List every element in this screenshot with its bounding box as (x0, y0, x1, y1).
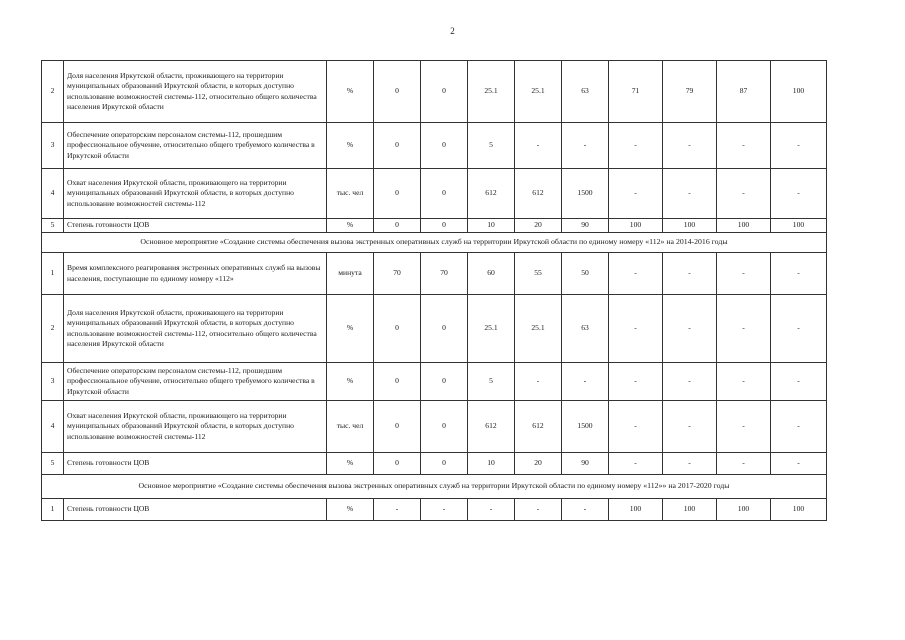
unit-cell: минута (327, 253, 374, 295)
value-cell: 10 (468, 219, 515, 233)
value-cell: 100 (717, 219, 771, 233)
row-number: 2 (42, 61, 64, 123)
page-number: 2 (450, 26, 455, 36)
value-cell: 0 (421, 219, 468, 233)
value-cell: - (609, 253, 663, 295)
indicator-name: Степень готовности ЦОВ (64, 499, 327, 521)
value-cell: 0 (374, 363, 421, 401)
value-cell: 25.1 (468, 61, 515, 123)
value-cell: 0 (421, 453, 468, 475)
value-cell: 63 (562, 295, 609, 363)
value-cell: 100 (717, 499, 771, 521)
value-cell: 87 (717, 61, 771, 123)
value-cell: - (663, 169, 717, 219)
unit-cell: % (327, 61, 374, 123)
section-title: Основное мероприятие «Создание системы обеспечения вызова экстренных оперативных служб на территории Иркутской области по единому номеру «112»» на 2017-2020 годы (42, 475, 827, 499)
value-cell: 25.1 (468, 295, 515, 363)
value-cell: - (663, 253, 717, 295)
value-cell: 100 (609, 499, 663, 521)
value-cell: - (562, 123, 609, 169)
row-number: 3 (42, 123, 64, 169)
indicator-name: Степень готовности ЦОВ (64, 219, 327, 233)
row-number: 2 (42, 295, 64, 363)
value-cell: 100 (771, 61, 827, 123)
value-cell: 90 (562, 453, 609, 475)
table-row (42, 61, 827, 123)
value-cell: 0 (374, 219, 421, 233)
unit-cell: % (327, 219, 374, 233)
value-cell: - (771, 453, 827, 475)
indicator-name: Охват населения Иркутской области, проживающего на территории муниципальных образований Иркутской области, в которых доступно использование возможностей системы-112 (64, 401, 327, 453)
value-cell: - (771, 295, 827, 363)
row-number: 1 (42, 253, 64, 295)
indicator-name: Доля населения Иркутской области, проживающего на территории муниципальных образований Иркутской области, в которых доступно использование возможностей системы-112, относительно общего количества населения Иркутской области (64, 295, 327, 363)
value-cell: 0 (374, 401, 421, 453)
value-cell: 1500 (562, 169, 609, 219)
unit-cell: % (327, 363, 374, 401)
table-row (42, 499, 827, 521)
value-cell: 70 (374, 253, 421, 295)
value-cell: 55 (515, 253, 562, 295)
value-cell: 100 (609, 219, 663, 233)
value-cell: 0 (374, 123, 421, 169)
value-cell: 5 (468, 363, 515, 401)
value-cell: 0 (421, 401, 468, 453)
value-cell: 70 (421, 253, 468, 295)
value-cell: 0 (421, 169, 468, 219)
value-cell: - (609, 123, 663, 169)
value-cell: 612 (515, 401, 562, 453)
value-cell: 0 (421, 61, 468, 123)
table-row (42, 169, 827, 219)
section-title: Основное мероприятие «Создание системы обеспечения вызова экстренных оперативных служб на территории Иркутской области по единому номеру «112» на 2014-2016 годы (42, 233, 827, 253)
indicator-name: Степень готовности ЦОВ (64, 453, 327, 475)
unit-cell: % (327, 295, 374, 363)
unit-cell: % (327, 453, 374, 475)
value-cell: - (609, 169, 663, 219)
value-cell: - (717, 363, 771, 401)
value-cell: 25.1 (515, 295, 562, 363)
unit-cell: % (327, 123, 374, 169)
table-row (42, 123, 827, 169)
value-cell: 63 (562, 61, 609, 123)
table-row (42, 253, 827, 295)
value-cell: 10 (468, 453, 515, 475)
value-cell: - (374, 499, 421, 521)
unit-cell: тыс. чел (327, 401, 374, 453)
unit-cell: % (327, 499, 374, 521)
value-cell: 0 (374, 453, 421, 475)
value-cell: - (771, 401, 827, 453)
row-number: 5 (42, 219, 64, 233)
value-cell: 79 (663, 61, 717, 123)
value-cell: 100 (771, 219, 827, 233)
value-cell: - (663, 295, 717, 363)
table-row (42, 363, 827, 401)
value-cell: 100 (663, 219, 717, 233)
value-cell: 100 (663, 499, 717, 521)
value-cell: - (771, 169, 827, 219)
value-cell: - (515, 123, 562, 169)
value-cell: - (609, 453, 663, 475)
value-cell: - (663, 363, 717, 401)
indicator-name: Обеспечение операторским персоналом системы-112, прошедшим профессиональное обучение, относительно общего требуемого количества в Иркутской области (64, 363, 327, 401)
value-cell: 0 (421, 123, 468, 169)
indicator-name: Доля населения Иркутской области, проживающего на территории муниципальных образований Иркутской области, в которых доступно использование возможностей системы-112, относительно общего количества населения Иркутской области (64, 61, 327, 123)
value-cell: - (771, 253, 827, 295)
section-row (42, 475, 827, 499)
value-cell: - (663, 401, 717, 453)
value-cell: 100 (771, 499, 827, 521)
table-row (42, 453, 827, 475)
value-cell: - (609, 401, 663, 453)
value-cell: - (717, 401, 771, 453)
value-cell: 71 (609, 61, 663, 123)
value-cell: 5 (468, 123, 515, 169)
value-cell: - (421, 499, 468, 521)
value-cell: 612 (515, 169, 562, 219)
value-cell: - (717, 453, 771, 475)
row-number: 4 (42, 169, 64, 219)
table-row (42, 219, 827, 233)
row-number: 1 (42, 499, 64, 521)
value-cell: - (468, 499, 515, 521)
value-cell: 612 (468, 169, 515, 219)
value-cell: - (663, 123, 717, 169)
value-cell: 25.1 (515, 61, 562, 123)
value-cell: - (562, 363, 609, 401)
table-row (42, 295, 827, 363)
value-cell: 0 (374, 295, 421, 363)
value-cell: - (663, 453, 717, 475)
value-cell: 0 (374, 61, 421, 123)
value-cell: 0 (421, 363, 468, 401)
value-cell: 60 (468, 253, 515, 295)
value-cell: 20 (515, 219, 562, 233)
value-cell: - (562, 499, 609, 521)
unit-cell: тыс. чел (327, 169, 374, 219)
table-row (42, 401, 827, 453)
value-cell: 50 (562, 253, 609, 295)
section-row (42, 233, 827, 253)
value-cell: 0 (374, 169, 421, 219)
value-cell: - (771, 363, 827, 401)
value-cell: - (515, 363, 562, 401)
value-cell: 612 (468, 401, 515, 453)
row-number: 5 (42, 453, 64, 475)
value-cell: - (717, 253, 771, 295)
value-cell: 20 (515, 453, 562, 475)
indicators-table (41, 60, 827, 521)
value-cell: - (515, 499, 562, 521)
indicator-name: Время комплексного реагирования экстренных оперативных служб на вызовы населения, поступающие по единому номеру «112» (64, 253, 327, 295)
value-cell: 0 (421, 295, 468, 363)
value-cell: - (609, 295, 663, 363)
value-cell: - (717, 169, 771, 219)
indicator-name: Охват населения Иркутской области, проживающего на территории муниципальных образований Иркутской области, в которых доступно использование возможностей системы-112 (64, 169, 327, 219)
indicator-name: Обеспечение операторским персоналом системы-112, прошедшим профессиональное обучение, относительно общего требуемого количества в Иркутской области (64, 123, 327, 169)
value-cell: 90 (562, 219, 609, 233)
value-cell: - (717, 295, 771, 363)
value-cell: - (717, 123, 771, 169)
value-cell: - (609, 363, 663, 401)
value-cell: 1500 (562, 401, 609, 453)
row-number: 4 (42, 401, 64, 453)
value-cell: - (771, 123, 827, 169)
row-number: 3 (42, 363, 64, 401)
